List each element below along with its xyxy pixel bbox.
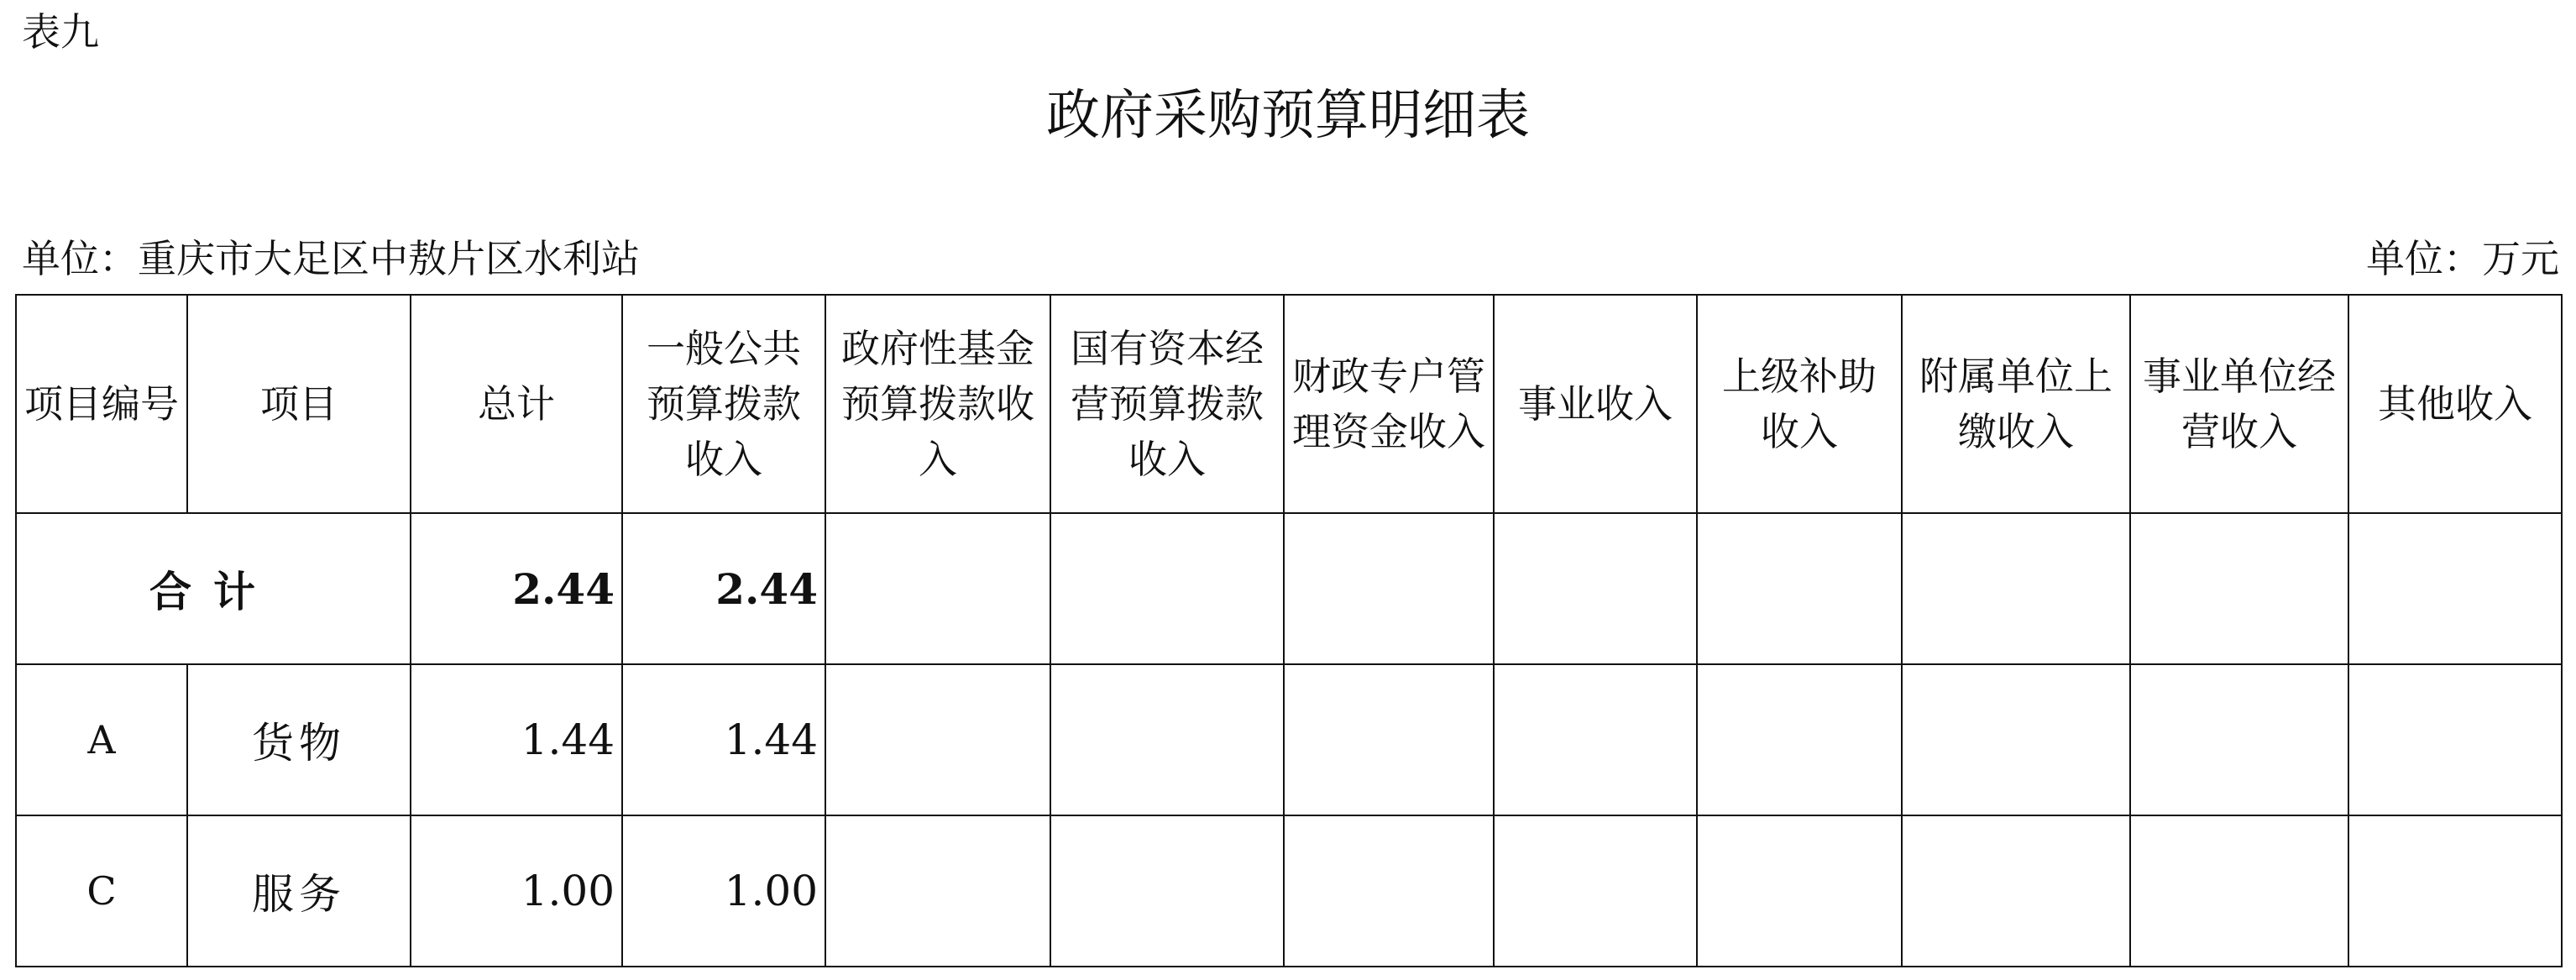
- unit-currency: 单位：万元: [2366, 236, 2559, 281]
- empty-cell: [2348, 513, 2562, 664]
- total-amount: 2.44: [411, 513, 622, 664]
- header-cell-government-fund: 政府性基金预算拨款收入: [825, 295, 1050, 513]
- empty-cell: [1697, 664, 1902, 815]
- header-cell-fiscal-account: 财政专户管理资金收入: [1284, 295, 1494, 513]
- header-cell-business-income: 事业收入: [1494, 295, 1697, 513]
- table-row: [16, 815, 2562, 967]
- empty-cell: [1284, 664, 1494, 815]
- empty-cell: [1050, 513, 1284, 664]
- empty-cell: [1494, 815, 1697, 967]
- empty-cell: [1050, 664, 1284, 815]
- row-total: 1.44: [411, 664, 622, 815]
- empty-cell: [2130, 513, 2348, 664]
- empty-cell: [825, 664, 1050, 815]
- header-cell-project: 项目: [187, 295, 411, 513]
- total-row: [16, 513, 2562, 664]
- empty-cell: [1697, 815, 1902, 967]
- empty-cell: [1284, 513, 1494, 664]
- header-cell-superior-subsidy: 上级补助收入: [1697, 295, 1902, 513]
- empty-cell: [1494, 664, 1697, 815]
- header-cell-operating-income: 事业单位经营收入: [2130, 295, 2348, 513]
- empty-cell: [825, 513, 1050, 664]
- total-label: 合计: [16, 513, 411, 664]
- header-cell-subsidiary-remit: 附属单位上缴收入: [1902, 295, 2130, 513]
- empty-cell: [1902, 815, 2130, 967]
- row-code: A: [16, 664, 187, 815]
- header-cell-general-budget: 一般公共预算拨款收入: [622, 295, 825, 513]
- empty-cell: [2348, 664, 2562, 815]
- header-cell-project-code: 项目编号: [16, 295, 187, 513]
- total-general-budget: 2.44: [622, 513, 825, 664]
- empty-cell: [825, 815, 1050, 967]
- empty-cell: [1697, 513, 1902, 664]
- unit-organization: 单位：重庆市大足区中敖片区水利站: [22, 236, 640, 281]
- empty-cell: [1902, 664, 2130, 815]
- empty-cell: [1494, 513, 1697, 664]
- empty-cell: [1284, 815, 1494, 967]
- header-row: [16, 295, 2562, 513]
- empty-cell: [1902, 513, 2130, 664]
- header-cell-other-income: 其他收入: [2348, 295, 2562, 513]
- header-cell-state-capital: 国有资本经营预算拨款收入: [1050, 295, 1284, 513]
- empty-cell: [2130, 815, 2348, 967]
- budget-table: [15, 294, 2563, 967]
- row-total: 1.00: [411, 815, 622, 967]
- table-number-label: 表九: [22, 9, 99, 55]
- row-item: 服务: [187, 815, 411, 967]
- empty-cell: [1050, 815, 1284, 967]
- row-item: 货物: [187, 664, 411, 815]
- empty-cell: [2130, 664, 2348, 815]
- row-general-budget: 1.00: [622, 815, 825, 967]
- table-row: [16, 664, 2562, 815]
- page-title: 政府采购预算明细表: [1046, 85, 1530, 147]
- row-code: C: [16, 815, 187, 967]
- empty-cell: [2348, 815, 2562, 967]
- header-cell-total: 总计: [411, 295, 622, 513]
- row-general-budget: 1.44: [622, 664, 825, 815]
